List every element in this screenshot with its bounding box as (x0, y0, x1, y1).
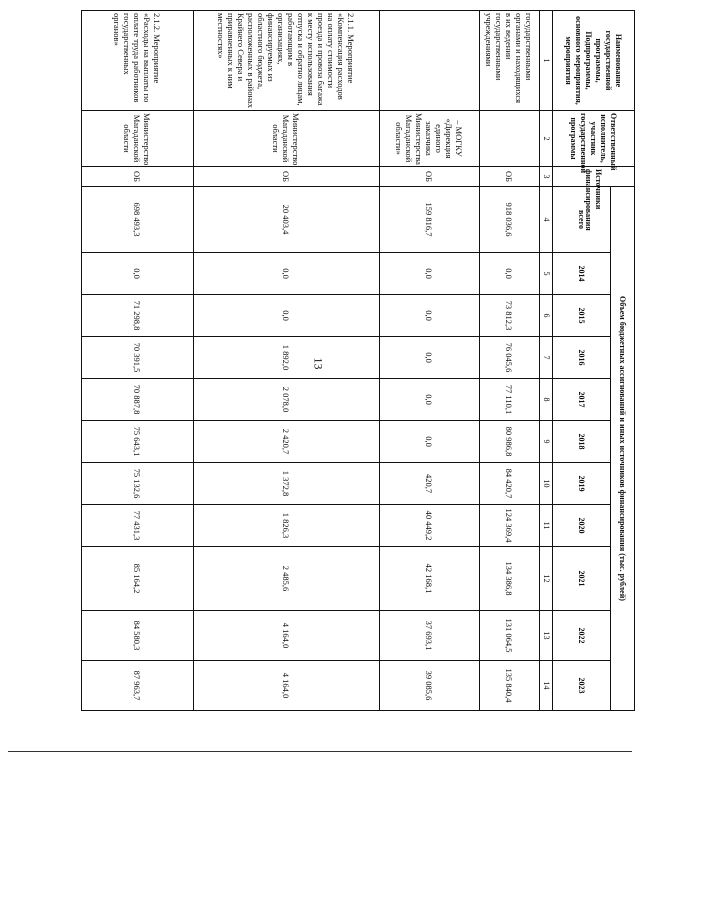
table-row (480, 11, 540, 711)
row-source: ОБ (194, 167, 380, 187)
rotated-table-container (65, 10, 635, 710)
row-value: 1 372,8 (194, 463, 380, 505)
column-number: 9 (540, 421, 553, 463)
header-source: Источники финансирования (553, 167, 635, 187)
row-value: 73 812,3 (480, 295, 540, 337)
row-value: 1 826,3 (194, 505, 380, 547)
column-number: 3 (540, 167, 553, 187)
page-bottom-rule (8, 751, 632, 752)
row-source: ОБ (82, 167, 194, 187)
row-value: 131 064,5 (480, 611, 540, 661)
row-value: 70 391,5 (82, 337, 194, 379)
row-value: 4 164,0 (194, 611, 380, 661)
row-value: 20 403,4 (194, 187, 380, 253)
column-number: 11 (540, 505, 553, 547)
row-value: 0,0 (194, 253, 380, 295)
row-value: 80 986,8 (480, 421, 540, 463)
column-number: 7 (540, 337, 553, 379)
row-value: 0,0 (380, 421, 480, 463)
column-number: 4 (540, 187, 553, 253)
header-year: 2020 (553, 505, 611, 547)
header-year: 2015 (553, 295, 611, 337)
row-value: 85 164,2 (82, 547, 194, 611)
row-value: 0,0 (380, 253, 480, 295)
header-year: 2017 (553, 379, 611, 421)
row-value: 918 036,6 (480, 187, 540, 253)
row-value: 2 078,0 (194, 379, 380, 421)
row-name (380, 11, 480, 111)
row-value: 75 643,1 (82, 421, 194, 463)
budget-table (81, 10, 635, 711)
row-value: 39 085,6 (380, 661, 480, 711)
row-value: 2 420,7 (194, 421, 380, 463)
row-value: 2 485,6 (194, 547, 380, 611)
row-executor: Министерство Магаданской области (82, 111, 194, 167)
row-value: 70 887,8 (82, 379, 194, 421)
row-value: 37 693,1 (380, 611, 480, 661)
row-executor (480, 111, 540, 167)
header-year: 2014 (553, 253, 611, 295)
row-name: государственными органами и находящихся в их ведении государственными учреждениями (480, 11, 540, 111)
column-number: 8 (540, 379, 553, 421)
row-value: 124 369,4 (480, 505, 540, 547)
row-name: 2.1.2. Мероприятие «Расходы на выплаты по оплате труда работников государственных органов» (82, 11, 194, 111)
table-row (82, 11, 194, 711)
table-row (194, 11, 380, 711)
row-value: 0,0 (380, 295, 480, 337)
row-value: 0,0 (380, 379, 480, 421)
row-executor: Министерство Магаданской области (194, 111, 380, 167)
row-value: 75 132,6 (82, 463, 194, 505)
row-value: 77 110,1 (480, 379, 540, 421)
table-row (380, 11, 480, 711)
row-value: 77 431,3 (82, 505, 194, 547)
header-total: всего (553, 187, 611, 253)
column-number: 2 (540, 111, 553, 167)
column-number: 5 (540, 253, 553, 295)
budget-table-frame (65, 10, 715, 703)
row-value: 1 892,0 (194, 337, 380, 379)
header-year: 2018 (553, 421, 611, 463)
header-year: 2016 (553, 337, 611, 379)
column-number: 14 (540, 661, 553, 711)
row-value: 84 420,7 (480, 463, 540, 505)
row-value: 71 298,8 (82, 295, 194, 337)
column-number-row (540, 11, 553, 711)
page-number: 13 (311, 357, 326, 370)
row-value: 0,0 (380, 337, 480, 379)
row-value: 134 386,8 (480, 547, 540, 611)
header-year: 2019 (553, 463, 611, 505)
header-funding-group: Объем бюджетных ассигнований и иных источников финансирования (тыс. рублей) (611, 187, 635, 711)
row-value: 4 164,0 (194, 661, 380, 711)
row-value: 76 045,6 (480, 337, 540, 379)
column-number: 6 (540, 295, 553, 337)
row-value: 40 449,2 (380, 505, 480, 547)
header-year: 2023 (553, 661, 611, 711)
row-value: 84 580,3 (82, 611, 194, 661)
column-number: 12 (540, 547, 553, 611)
header-name: Наименование государственной программы, Подпрограммы, основного мероприятия, мероприятия (553, 11, 635, 111)
row-source: ОБ (380, 167, 480, 187)
header-year: 2021 (553, 547, 611, 611)
row-value: 420,7 (380, 463, 480, 505)
column-number: 1 (540, 11, 553, 111)
row-value: 0,0 (82, 253, 194, 295)
column-number: 10 (540, 463, 553, 505)
row-value: 135 840,4 (480, 661, 540, 711)
row-value: 159 816,7 (380, 187, 480, 253)
row-value: 0,0 (194, 295, 380, 337)
row-value: 0,0 (480, 253, 540, 295)
row-value: 42 168,1 (380, 547, 480, 611)
row-source: ОБ (480, 167, 540, 187)
row-value: 87 963,7 (82, 661, 194, 711)
column-number: 13 (540, 611, 553, 661)
row-value: 698 493,3 (82, 187, 194, 253)
row-executor: – МОГКУ «Дирекция единого заказчика Министерства Магаданской области» (380, 111, 480, 167)
header-year: 2022 (553, 611, 611, 661)
row-name: 2.1.1. Мероприятие «Компенсация расходов на оплату стоимости проезда и провоза багажа к месту использования отпуска и обратно лицам, работающим в организациях, финансируемых из областного бюджета, расположенных в районах Крайнего Севера и приравненных к ним местностях» (194, 11, 380, 111)
header-executor: Ответственный исполнитель, участник государственной программы (553, 111, 635, 167)
